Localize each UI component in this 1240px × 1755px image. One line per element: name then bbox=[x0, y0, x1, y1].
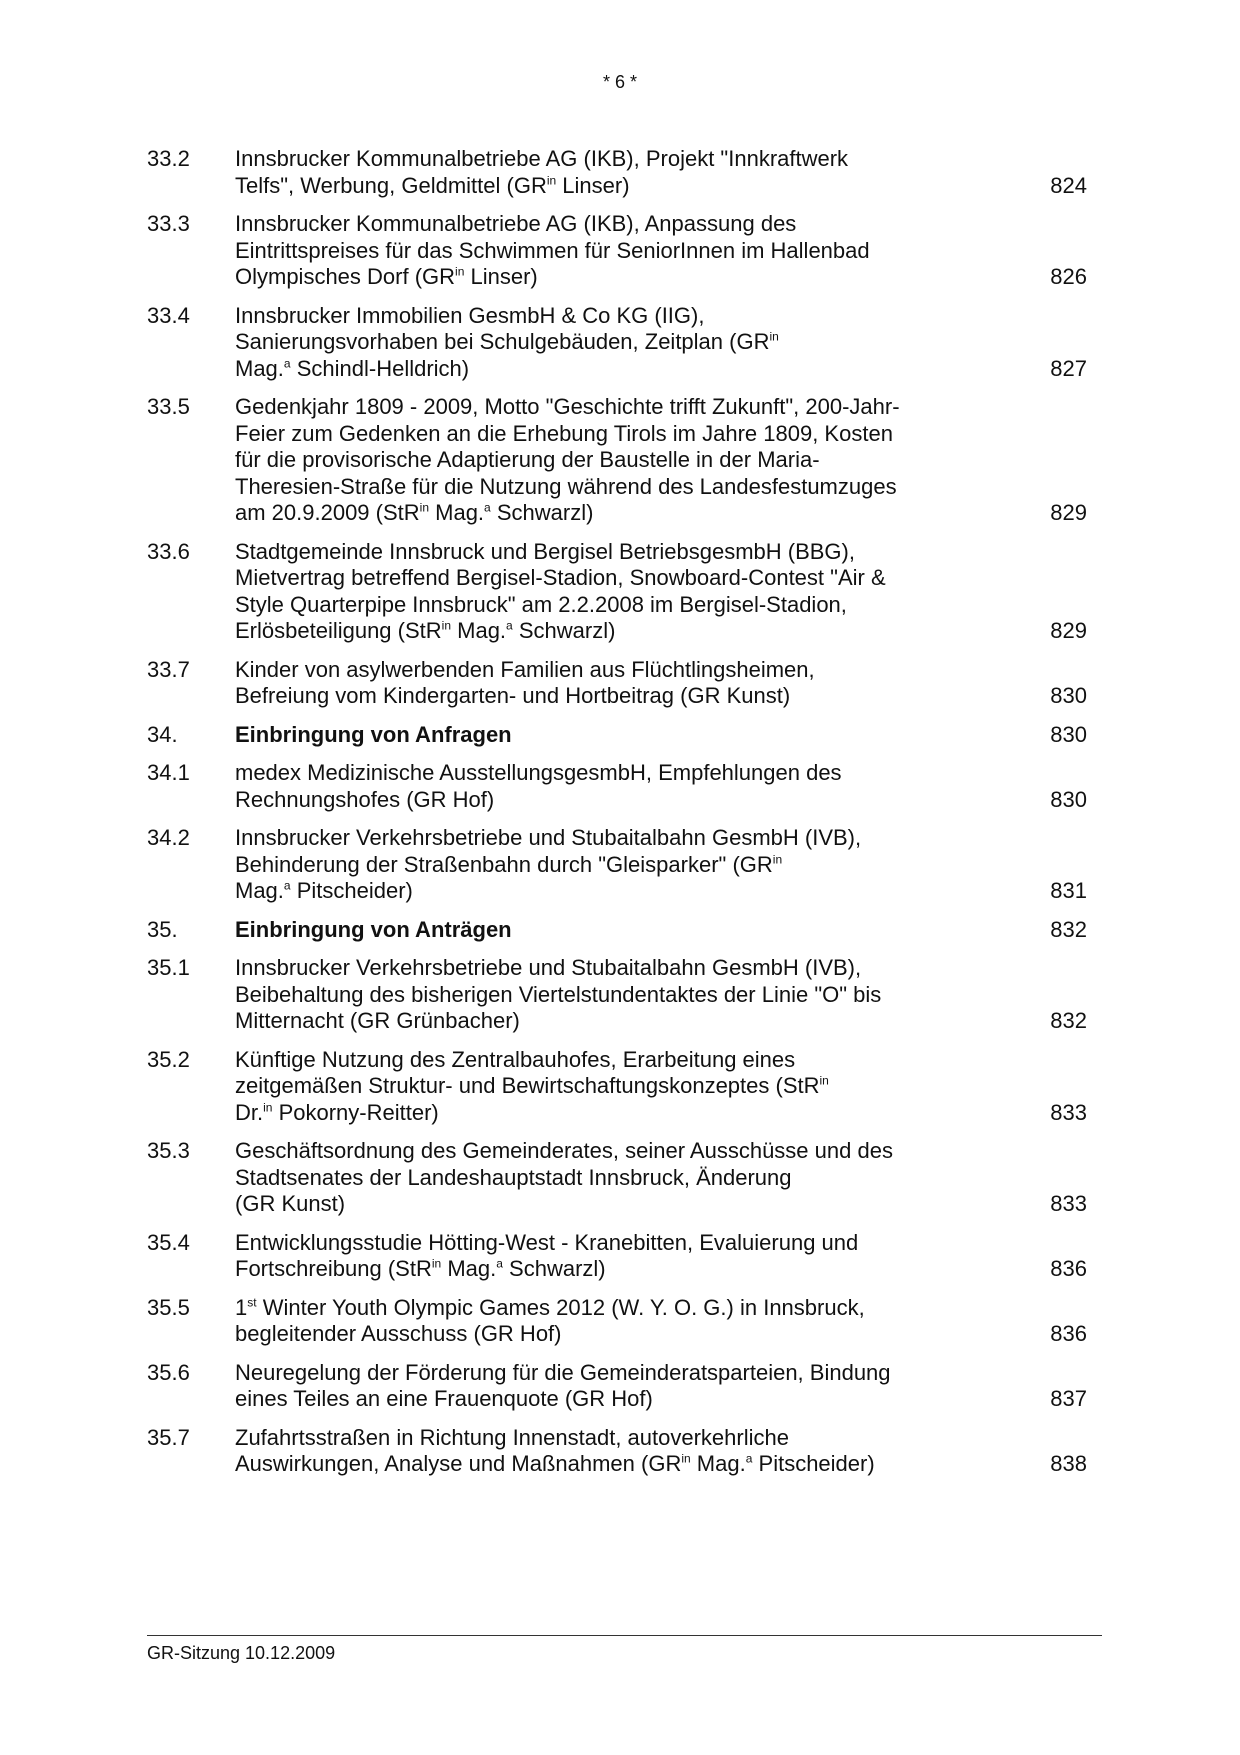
entry-title: Neuregelung der Förderung für die Gemeinderatsparteien, Bindung eines Teiles an eine Frauenquote (GR Hof) bbox=[235, 1359, 891, 1411]
toc-entry bbox=[147, 146, 1087, 199]
toc-entry bbox=[147, 394, 1087, 527]
entry-title: Einbringung von Anträgen bbox=[235, 916, 512, 942]
entry-title: Einbringung von Anfragen bbox=[235, 721, 512, 747]
table-of-contents bbox=[147, 146, 1087, 1490]
toc-entry bbox=[147, 1295, 1087, 1348]
toc-section-heading bbox=[147, 917, 1087, 944]
entry-title: Stadtgemeinde Innsbruck und Bergisel BetriebsgesmbH (BBG), Mietvertrag betreffend Bergisel-Stadion, Snowboard-Contest "Air & Style Quarterpipe Innsbruck" am 2.2.2008 im Bergisel-Stadion, Erlösbeteiligung (StR$^{in}$ Mag.$^a$ Schwarzl) bbox=[235, 538, 886, 643]
entry-number: 33.6 bbox=[147, 538, 190, 564]
toc-entry bbox=[147, 1138, 1087, 1218]
toc-entry bbox=[147, 1425, 1087, 1478]
page-number: * 6 * bbox=[602, 72, 638, 92]
entry-title: Gedenkjahr 1809 - 2009, Motto "Geschichte trifft Zukunft", 200-Jahr- Feier zum Gedenken an die Erhebung Tirols im Jahre 1809, Kosten für die provisorische Adaptierung der Baustelle in der Maria- Theresien-Straße für die Nutzung während des Landesfestumzuges am 20.9.2009 (StR$^{in}$ Mag.$^a$ Schwarzl) bbox=[235, 394, 900, 525]
entry-number: 33.4 bbox=[147, 302, 190, 328]
entry-number: 33.7 bbox=[147, 656, 190, 682]
entry-title: Zufahrtsstraßen in Richtung Innenstadt, autoverkehrliche Auswirkungen, Analyse und Maßnahmen ($GR^{in}$ Mag.$^a$ Pitscheider) bbox=[235, 1424, 875, 1476]
entry-number: 35.5 bbox=[147, 1294, 190, 1320]
entry-page: 837 bbox=[1050, 1386, 1087, 1411]
entry-page: 827 bbox=[1050, 355, 1087, 381]
toc-entry bbox=[147, 1047, 1087, 1127]
toc-entry bbox=[147, 825, 1087, 905]
entry-number: 33.2 bbox=[147, 146, 190, 171]
entry-page: 833 bbox=[1050, 1099, 1087, 1125]
toc-entry bbox=[147, 657, 1087, 710]
footer-text: GR-Sitzung 10.12.2009 bbox=[147, 1643, 336, 1663]
entry-page: 832 bbox=[1050, 1008, 1087, 1033]
entry-page: 838 bbox=[1050, 1451, 1087, 1476]
entry-page: 836 bbox=[1050, 1321, 1087, 1346]
entry-number: 35. bbox=[147, 916, 178, 942]
entry-title: Innsbrucker Verkehrsbetriebe und Stubaitalbahn GesmbH (IVB), Beibehaltung des bisherigen Viertelstundentaktes der Linie "O" bis Mitternacht (GR Grünbacher) bbox=[235, 955, 882, 1033]
entry-number: 34.2 bbox=[147, 825, 190, 850]
entry-page: 829 bbox=[1050, 618, 1087, 643]
entry-number: 34. bbox=[147, 721, 178, 747]
entry-number: 35.6 bbox=[147, 1359, 190, 1385]
entry-title: Innsbrucker Kommunalbetriebe AG (IKB), Anpassung des Eintrittspreises für das Schwimmen für SeniorInnen im Hallenbad Olympisches Dorf ($GR^{in}$ Linser) bbox=[235, 211, 870, 289]
entry-title: Künftige Nutzung des Zentralbauhofes, Erarbeitung eines zeitgemäßen Struktur- und Bewirtschaftungskonzeptes (StR$^{in}$ Dr.$^{in}$ Pokorny-Reitter) bbox=[235, 1046, 829, 1125]
entry-title: Entwicklungsstudie Hötting-West - Kranebitten, Evaluierung und Fortschreibung (StR$^{in}$ Mag.$^a$ Schwarzl) bbox=[235, 1229, 859, 1281]
entry-page: 826 bbox=[1050, 264, 1087, 289]
toc-entry bbox=[147, 1230, 1087, 1283]
entry-title: medex Medizinische AusstellungsgesmbH, Empfehlungen des Rechnungshofes (GR Hof) bbox=[235, 760, 842, 812]
entry-number: 34.1 bbox=[147, 760, 190, 785]
entry-page: 832 bbox=[1050, 916, 1087, 942]
entry-title: Kinder von asylwerbenden Familien aus Flüchtlingsheimen, Befreiung vom Kindergarten- und Hortbeitrag (GR Kunst) bbox=[235, 656, 815, 708]
toc-entry bbox=[147, 303, 1087, 383]
entry-number: 35.1 bbox=[147, 955, 190, 980]
entry-page: 830 bbox=[1050, 721, 1087, 747]
toc-entry bbox=[147, 955, 1087, 1035]
entry-title: Innsbrucker Verkehrsbetriebe und Stubaitalbahn GesmbH (IVB), Behinderung der Straßenbahn durch "Gleisparker" ($GR^{in}$ Mag.$^a$ Pitscheider) bbox=[235, 825, 862, 903]
entry-title: Geschäftsordnung des Gemeinderates, seiner Ausschüsse und des Stadtsenates der Landeshauptstadt Innsbruck, Änderung (GR Kunst) bbox=[235, 1138, 893, 1216]
entry-page: 824 bbox=[1050, 172, 1087, 198]
entry-page: 829 bbox=[1050, 500, 1087, 525]
entry-number: 33.3 bbox=[147, 211, 190, 236]
entry-page: 830 bbox=[1050, 683, 1087, 708]
entry-page: 830 bbox=[1050, 786, 1087, 812]
footer-divider bbox=[147, 1635, 1102, 1636]
entry-number: 35.2 bbox=[147, 1046, 190, 1072]
toc-entry bbox=[147, 760, 1087, 813]
toc-entry bbox=[147, 211, 1087, 291]
entry-number: 35.3 bbox=[147, 1138, 190, 1163]
entry-page: 831 bbox=[1050, 878, 1087, 903]
toc-entry bbox=[147, 1360, 1087, 1413]
entry-number: 35.4 bbox=[147, 1229, 190, 1255]
entry-title: Innsbrucker Kommunalbetriebe AG (IKB), Projekt "Innkraftwerk Telfs", Werbung, Geldmittel ($GR^{in}$ Linser) bbox=[235, 146, 849, 198]
entry-page: 836 bbox=[1050, 1256, 1087, 1281]
entry-number: 33.5 bbox=[147, 394, 190, 419]
entry-page: 833 bbox=[1050, 1191, 1087, 1216]
entry-title: Innsbrucker Immobilien GesmbH & Co KG (IIG), Sanierungsvorhaben bei Schulgebäuden, Zeitplan ($GR^{in}$ Mag.$^a$ Schindl-Helldrich) bbox=[235, 302, 779, 381]
toc-entry bbox=[147, 539, 1087, 645]
entry-title: 1st Winter Youth Olympic Games 2012 (W. Y. O. G.) in Innsbruck, begleitender Ausschuss (GR Hof) bbox=[235, 1294, 865, 1346]
entry-number: 35.7 bbox=[147, 1424, 190, 1450]
toc-section-heading bbox=[147, 722, 1087, 749]
